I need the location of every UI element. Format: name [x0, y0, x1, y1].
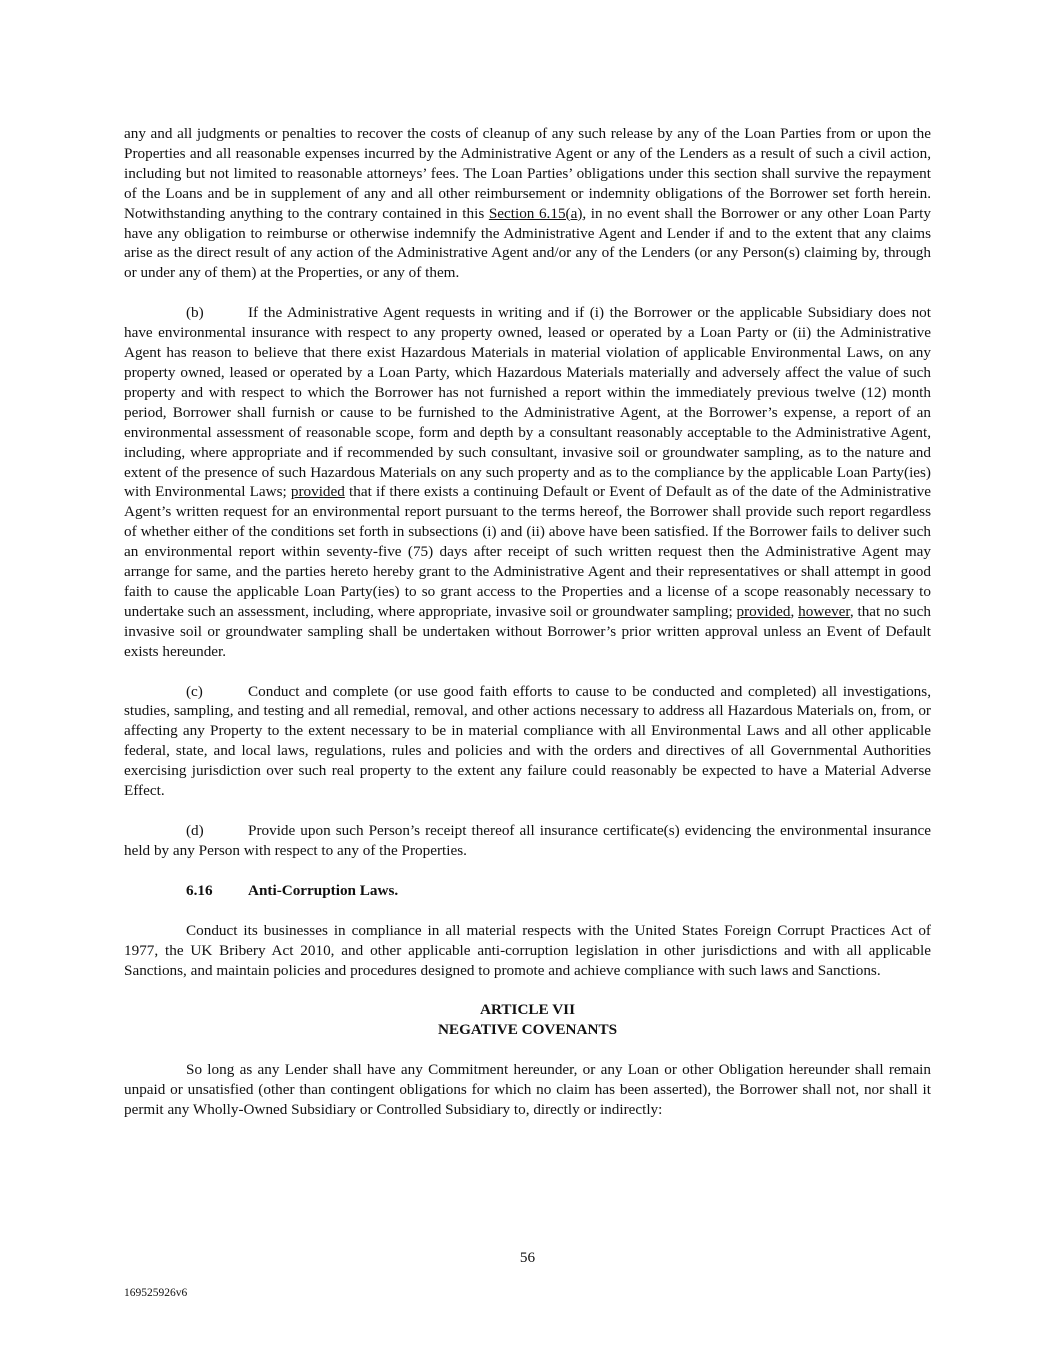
document-page: [124, 124, 931, 1120]
section-title: Anti-Corruption Laws.: [248, 881, 399, 899]
paragraph-d: (d) Provide upon such Person’s receipt thereof all insurance certificate(s) evidencing the environmental insurance held by any Person with respect to any of the Properties.: [124, 822, 931, 859]
paragraph-a-continuation: any and all judgments or penalties to recover the costs of cleanup of any such release by any of the Loan Parties from or upon the Properties and all reasonable expenses incurred by the Administrative Agent or any of the Lenders as a result of such a civil action, including but not limited to reasonable attorneys’ fees. The Loan Parties’ obligations under this section shall survive the repayment of the Loans and be in supplement of any and all other reimbursement or indemnity obligations of the Borrower set forth herein. Notwithstanding anything to the contrary contained in this Section 6.15(a), in no event shall the Borrower or any other Loan Party have any obligation to reimburse or otherwise indemnify the Administrative Agent and Lender if and to the extent that any claims arise as the direct result of any action of the Administrative Agent and/or any of the Lenders (or any Person(s) claiming by, through or under any of them) at the Properties, or any of them.: [124, 125, 931, 282]
paragraph-d-label: (d): [186, 822, 204, 839]
article-number: ARTICLE VII: [480, 1001, 575, 1019]
section-heading: [124, 881, 931, 901]
section-reference: Section 6.15(a): [488, 204, 583, 222]
paragraph-c: (c) Conduct and complete (or use good faith efforts to cause to be conducted and completed) all investigations, studies, sampling, and testing and all remedial, removal, and other actions necessary to address all Hazardous Materials on, from, or affecting any Property to the extent necessary to be in material compliance with all Environmental Laws and all other applicable federal, state, and local laws, regulations, rules and policies and with the orders and directives of all Governmental Authorities exercising jurisdiction over such real property to the extent any failure could reasonably be expected to have a Material Adverse Effect.: [124, 682, 931, 800]
article-title: NEGATIVE COVENANTS: [437, 1021, 618, 1039]
section-616-body: Conduct its businesses in compliance in all material respects with the United States Foreign Corrupt Practices Act of 1977, the UK Bribery Act 2010, and other applicable anti-corruption legislation in other jurisdictions and with all applicable Sanctions, and maintain policies and procedures designed to promote and achieve compliance with such laws and Sanctions.: [124, 921, 931, 979]
paragraph-b: (b) If the Administrative Agent requests in writing and if (i) the Borrower or the applicable Subsidiary does not have environmental insurance with respect to any property owned, leased or operated by a Loan Party or (ii) the Administrative Agent has reason to believe that there exist Hazardous Materials in material violation of applicable Environmental Laws, on any property owned, leased or operated by a Loan Party, which Hazardous Materials materially and adversely affect the value of such property and with respect to which the Borrower has not furnished a report within the immediately previous twelve (12) month period, Borrower shall furnish or cause to be furnished to the Administrative Agent, at the Borrower’s expense, a report of an environmental assessment of reasonable scope, form and depth by a consultant reasonably acceptable to the Administrative Agent, including, where appropriate and if recommended by such consultant, invasive soil or groundwater sampling, as to the nature and extent of the presence of such Hazardous Materials on any such property and as to the compliance by the applicable Loan Party(ies) with Environmental Laws; provided that if there exists a continuing Default or Event of Default as of the date of the Administrative Agent’s written request for an environmental report pursuant to the terms hereof, the Borrower shall provide such report regardless of whether either of the conditions set forth in subsections (i) and (ii) above have been satisfied. If the Borrower fails to deliver such an environmental report within seventy-five (75) days after receipt of such written request then the Administrative Agent may arrange for same, and the parties hereto hereby grant to the Administrative Agent and their representatives or shall attempt in good faith to cause the applicable Loan Party(ies) to so grant access to the Properties and a license of a scope reasonably necessary to undertake such an assessment, including, where appropriate, invasive soil or groundwater sampling; provided, however, that no such invasive soil or groundwater sampling shall be undertaken without Borrower’s prior written approval unless an Event of Default exists hereunder.: [124, 304, 932, 660]
article-intro: So long as any Lender shall have any Commitment hereunder, or any Loan or other Obligation hereunder shall remain unpaid or unsatisfied (other than contingent obligations for which no claim has been asserted), the Borrower shall not, nor shall it permit any Wholly-Owned Subsidiary or Controlled Subsidiary to, directly or indirectly:: [124, 1061, 931, 1119]
document-id: 169525926v6: [124, 1287, 188, 1299]
section-number: 6.16: [186, 881, 213, 899]
page-number: 56: [519, 1249, 536, 1266]
paragraph-c-label: (c): [186, 682, 203, 700]
paragraph-b-label: (b): [186, 304, 204, 322]
article-heading: [124, 1000, 931, 1040]
